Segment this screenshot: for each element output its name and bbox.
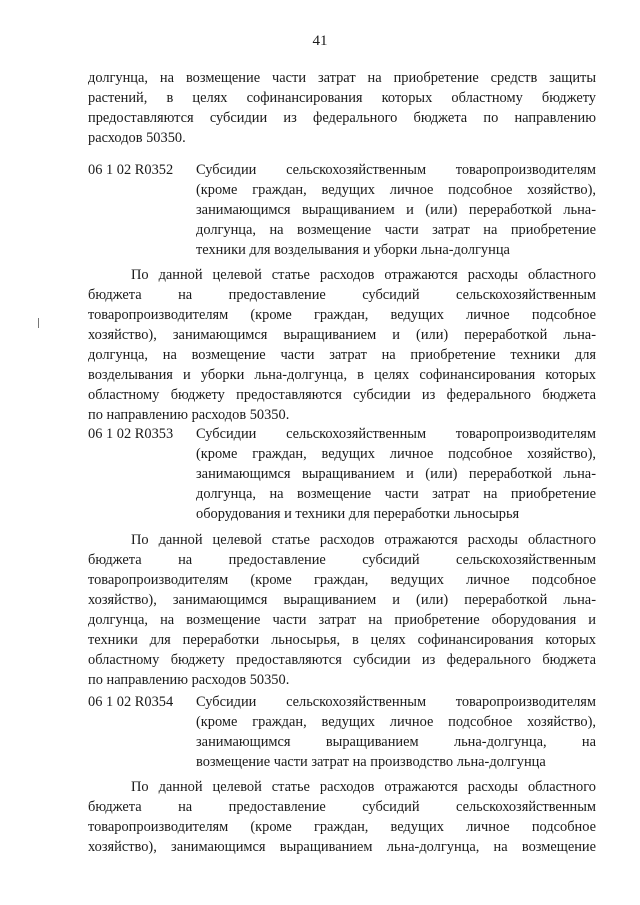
paragraph-line: хозяйство), занимающимся выращиванием и (или) переработкой льна-	[88, 592, 596, 608]
paragraph-line: техники для переработки льносырья, в целях софинансирования которых	[88, 632, 596, 648]
target-title-line: Субсидии сельскохозяйственным товаропроизводителям	[196, 694, 596, 710]
target-title-line: техники для возделывания и уборки льна-долгунца	[196, 242, 510, 258]
target-title-line: Субсидии сельскохозяйственным товаропроизводителям	[196, 426, 596, 442]
paragraph-line: долгунца, на возмещение части затрат на приобретение оборудования и	[88, 612, 596, 628]
paragraph-line: хозяйство), занимающимся выращиванием льна-долгунца, на возмещение	[88, 839, 596, 855]
target-title-line: занимающимся выращиванием и (или) переработкой льна-	[196, 466, 596, 482]
target-title-line: занимающимся выращиванием и (или) переработкой льна-	[196, 202, 596, 218]
target-title-line: (кроме граждан, ведущих личное подсобное хозяйство),	[196, 714, 596, 730]
paragraph-line: предоставляются субсидии из федерального бюджета по направлению	[88, 110, 596, 126]
paragraph-line: областному бюджету предоставляются субсидии из федерального бюджета	[88, 652, 596, 668]
paragraph-line: бюджета на предоставление субсидий сельскохозяйственным	[88, 287, 596, 303]
paragraph-line: по направлению расходов 50350.	[88, 407, 290, 423]
paragraph-line: растений, в целях софинансирования которых областному бюджету	[88, 90, 596, 106]
target-title-line: долгунца, на возмещение части затрат на приобретение	[196, 222, 596, 238]
paragraph-line: по направлению расходов 50350.	[88, 672, 290, 688]
target-title-line: занимающимся выращиванием льна-долгунца, на	[196, 734, 596, 750]
paragraph-line: По данной целевой статье расходов отражаются расходы областного	[131, 779, 596, 795]
target-title-line: возмещение части затрат на производство льна-долгунца	[196, 754, 546, 770]
target-code: 06 1 02 R0354	[88, 694, 174, 710]
target-title-line: долгунца, на возмещение части затрат на приобретение	[196, 486, 596, 502]
target-title-line: (кроме граждан, ведущих личное подсобное хозяйство),	[196, 446, 596, 462]
target-title-line: (кроме граждан, ведущих личное подсобное хозяйство),	[196, 182, 596, 198]
target-title-line: оборудования и техники для переработки льносырья	[196, 506, 520, 522]
paragraph-line: бюджета на предоставление субсидий сельскохозяйственным	[88, 552, 596, 568]
paragraph-line: товаропроизводителям (кроме граждан, ведущих личное подсобное	[88, 819, 596, 835]
paragraph-line: бюджета на предоставление субсидий сельскохозяйственным	[88, 799, 596, 815]
paragraph-line: товаропроизводителям (кроме граждан, ведущих личное подсобное	[88, 307, 596, 323]
paragraph-line: хозяйство), занимающимся выращиванием и (или) переработкой льна-	[88, 327, 596, 343]
target-code: 06 1 02 R0352	[88, 162, 174, 178]
margin-mark	[38, 318, 39, 328]
paragraph-line: По данной целевой статье расходов отражаются расходы областного	[131, 532, 596, 548]
paragraph-line: товаропроизводителям (кроме граждан, ведущих личное подсобное	[88, 572, 596, 588]
page-number: 41	[312, 33, 328, 49]
target-code: 06 1 02 R0353	[88, 426, 174, 442]
paragraph-line: По данной целевой статье расходов отражаются расходы областного	[131, 267, 596, 283]
paragraph-line: возделывания и уборки льна-долгунца, в целях софинансирования которых	[88, 367, 596, 383]
paragraph-line: долгунца, на возмещение части затрат на приобретение средств защиты	[88, 70, 596, 86]
target-title-line: Субсидии сельскохозяйственным товаропроизводителям	[196, 162, 596, 178]
paragraph-line: областному бюджету предоставляются субсидии из федерального бюджета	[88, 387, 596, 403]
paragraph-line: долгунца, на возмещение части затрат на приобретение техники для	[88, 347, 596, 363]
paragraph-line: расходов 50350.	[88, 130, 186, 146]
